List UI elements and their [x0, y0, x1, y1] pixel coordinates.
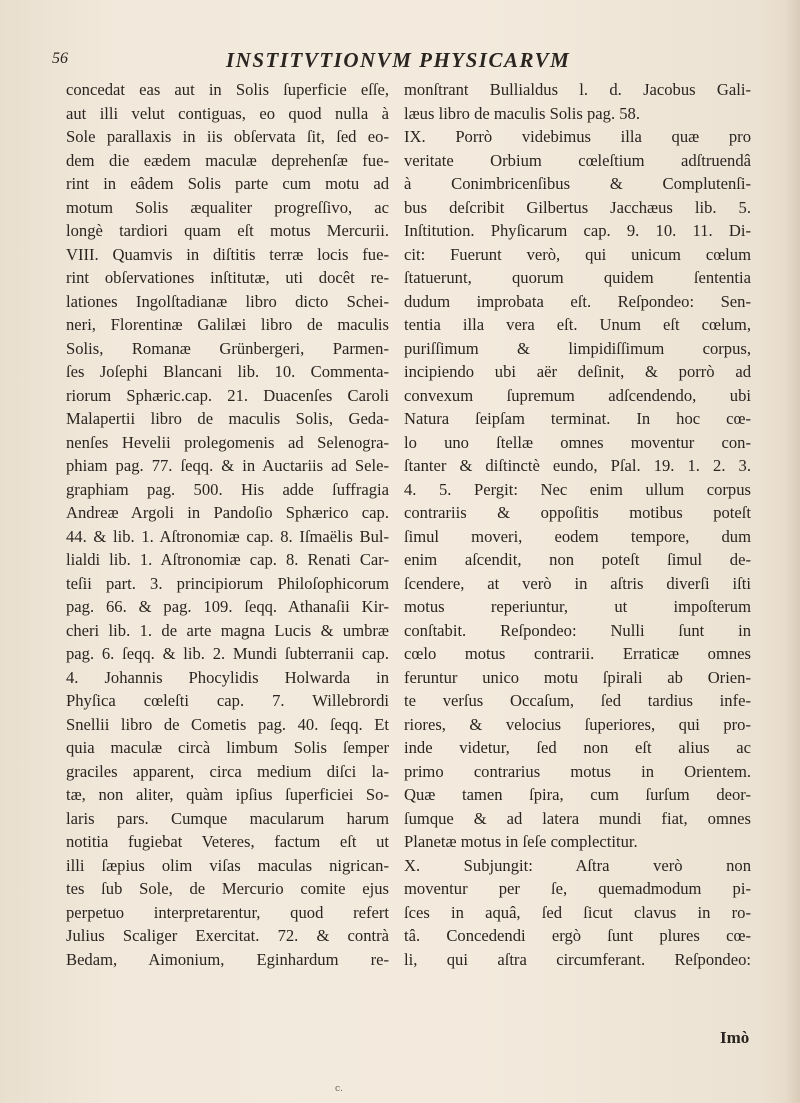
text-line: motus reperiuntur, ut impoſterum — [404, 597, 751, 616]
text-line: phiam pag. 77. ſeqq. & in Auctariis ad Sele- — [66, 456, 389, 475]
text-line: 4. 5. Pergit: Nec enim ullum corpus — [404, 479, 751, 499]
text-line: ſes Joſephi Blancani lib. 10. Commenta- — [66, 362, 389, 381]
text-line: aut illi velut contiguas, eo quod nulla à — [66, 103, 389, 123]
text-line: tæ, non aliter, quàm ipſius ſuperficiei So- — [66, 785, 389, 804]
page-header — [52, 50, 752, 74]
page-edge — [786, 0, 800, 1103]
text-line: inde videtur, ſed non eſt alius ac — [404, 738, 751, 757]
text-line: 4. Johannis Phocylidis Holwarda in — [66, 667, 389, 687]
text-line: Phyſica cœleſti cap. 7. Willebrordi — [66, 691, 389, 710]
text-line: concedat eas aut in Solis ſuperficie eſſe, — [66, 80, 389, 99]
text-line: lationes Ingolſtadianæ libro dicto Schei- — [66, 291, 389, 311]
text-line: rint obſervationes inſtitutæ, uti docêt re- — [66, 268, 389, 287]
text-line: Natura ſeipſam terminat. In hoc cœ- — [404, 409, 751, 428]
text-line: ſces in aquâ, ſed ſicut clavus in ro- — [404, 902, 751, 922]
text-line: ſtatuerunt, quorum quidem ſententia — [404, 268, 751, 287]
text-line: contrariis & oppoſitis motibus poteſt — [404, 503, 751, 522]
right-column — [404, 78, 751, 1068]
text-line: Sole parallaxis in iis obſervata ſit, ſed eo- — [66, 127, 389, 146]
text-line: cheri lib. 1. de arte magna Lucis & umbræ — [66, 620, 389, 640]
text-line: ſtanter & diſtinctè eundo, Pſal. 19. 1. 2. 3. — [404, 456, 751, 475]
footer-mark: c. — [335, 1084, 343, 1094]
text-line: enim aſcendit, non poteſt ſimul de- — [404, 550, 751, 569]
text-line: li, qui aſtra circumferant. Reſpondeo: — [404, 949, 751, 969]
text-line: longè tardiori quam eſt motus Mercurii. — [66, 221, 389, 240]
text-line: neri, Florentinæ Galilæi libro de maculis — [66, 315, 389, 334]
text-line: ſcendere, at verò in aſtris diverſi iſti — [404, 573, 751, 593]
text-line: primo contrarius motus in Orientem. — [404, 761, 751, 781]
text-line: conſtabit. Reſpondeo: Nulli ſunt in — [404, 620, 751, 640]
catchword: Imò — [720, 1028, 750, 1047]
text-line: notitia fugiebat Veteres, factum eſt ut — [66, 832, 389, 851]
text-line: à Conimbricenſibus & Complutenſi- — [404, 174, 751, 193]
text-line: pag. 66. & pag. 109. ſeqq. Athanaſii Kir- — [66, 597, 389, 616]
text-line: riores, & velocius ſuperiores, qui pro- — [404, 714, 751, 734]
text-line: cœlo motus contrarii. Erraticæ omnes — [404, 644, 751, 663]
text-line: illi ſæpius olim viſas maculas nigrican- — [66, 855, 389, 875]
text-line: lo uno ſtellæ omnes moventur con- — [404, 432, 751, 452]
text-line: bus deſcribit Gilbertus Jacchæus lib. 5. — [404, 197, 751, 217]
text-line: quia maculæ circà limbum Solis ſemper — [66, 738, 389, 757]
text-line: ſumque & ad latera mundi fiat, omnes — [404, 808, 751, 828]
text-line: tâ. Concedendi ergò ſunt plures cœ- — [404, 926, 751, 945]
text-line: tes ſub Sole, de Mercurio comite ejus — [66, 879, 389, 898]
text-line: Malapertii libro de maculis Solis, Geda- — [66, 409, 389, 428]
text-line: nenſes Hevelii prolegomenis ad Selenogra- — [66, 432, 389, 452]
text-line: puriſſimum & limpidiſſimum corpus, — [404, 338, 751, 358]
text-line: graphiam pag. 500. His adde ſuffragia — [66, 479, 389, 499]
text-line: feruntur unico motu ſpirali ab Orien- — [404, 667, 751, 687]
text-line: graciles apparent, circa medium diſci la- — [66, 761, 389, 781]
text-line: monſtrant Bullialdus l. d. Jacobus Gali- — [404, 80, 751, 99]
text-line: te verſus Occaſum, ſed tardius infe- — [404, 691, 751, 710]
text-line: IX. Porrò videbimus illa quæ pro — [404, 127, 751, 146]
text-line: convexum ſupremum adſcendendo, ubi — [404, 385, 751, 405]
text-line: lialdi lib. 1. Aſtronomiæ cap. 8. Renati Car- — [66, 550, 389, 569]
text-line: Andreæ Argoli in Pandoſio Sphærico cap. — [66, 503, 389, 522]
text-line: dudum improbata eſt. Reſpondeo: Sen- — [404, 291, 751, 311]
running-title: INSTITVTIONVM PHYSICARVM — [226, 48, 571, 72]
text-line: dem die eædem maculæ deprehenſæ fue- — [66, 150, 389, 170]
text-line: tentia illa vera eſt. Unum eſt cœlum, — [404, 315, 751, 334]
text-line: perpetuo interpretarentur, quod refert — [66, 902, 389, 922]
text-line: Bedam, Aimonium, Eginhardum re- — [66, 949, 389, 969]
left-column — [66, 78, 389, 1068]
text-line: rint in eâdem Solis parte cum motu ad — [66, 174, 389, 193]
text-line: Solis, Romanæ Grünbergeri, Parmen- — [66, 338, 389, 358]
text-line: Julius Scaliger Exercitat. 72. & contrà — [66, 926, 389, 945]
text-line: cit: Fuerunt verò, qui unicum cœlum — [404, 244, 751, 264]
text-line: laris pars. Cumque macularum harum — [66, 808, 389, 828]
text-line: læus libro de maculis Solis pag. 58. — [404, 103, 640, 123]
text-line: moventur per ſe, quemadmodum pi- — [404, 879, 751, 898]
text-line: 44. & lib. 1. Aſtronomiæ cap. 8. Iſmaëlis Bul- — [66, 526, 389, 546]
text-line: motum Solis æqualiter progreſſivo, ac — [66, 197, 389, 217]
text-line: veritate Orbium cœleſtium adſtruendâ — [404, 150, 751, 170]
text-line: VIII. Quamvis in diſtitis terræ locis fue- — [66, 244, 389, 264]
text-line: pag. 6. ſeqq. & lib. 2. Mundi ſubterranii cap. — [66, 644, 389, 663]
text-line: riorum Sphæric.cap. 21. Duacenſes Caroli — [66, 385, 389, 405]
text-line: incipiendo ubi aër deſinit, & porrò ad — [404, 362, 751, 381]
text-line: Planetæ motus in ſeſe complectitur. — [404, 832, 638, 851]
text-line: X. Subjungit: Aſtra verò non — [404, 855, 751, 875]
text-line: Inſtitution. Phyſicarum cap. 9. 10. 11. Di- — [404, 221, 751, 240]
text-line: Snellii libro de Cometis pag. 40. ſeqq. Et — [66, 714, 389, 734]
text-line: teſii part. 3. principiorum Philoſophicorum — [66, 573, 389, 593]
page-number: 56 — [52, 50, 68, 67]
text-line: ſimul moveri, eodem tempore, dum — [404, 526, 751, 546]
text-line: Quæ tamen ſpira, cum ſurſum deor- — [404, 785, 751, 804]
